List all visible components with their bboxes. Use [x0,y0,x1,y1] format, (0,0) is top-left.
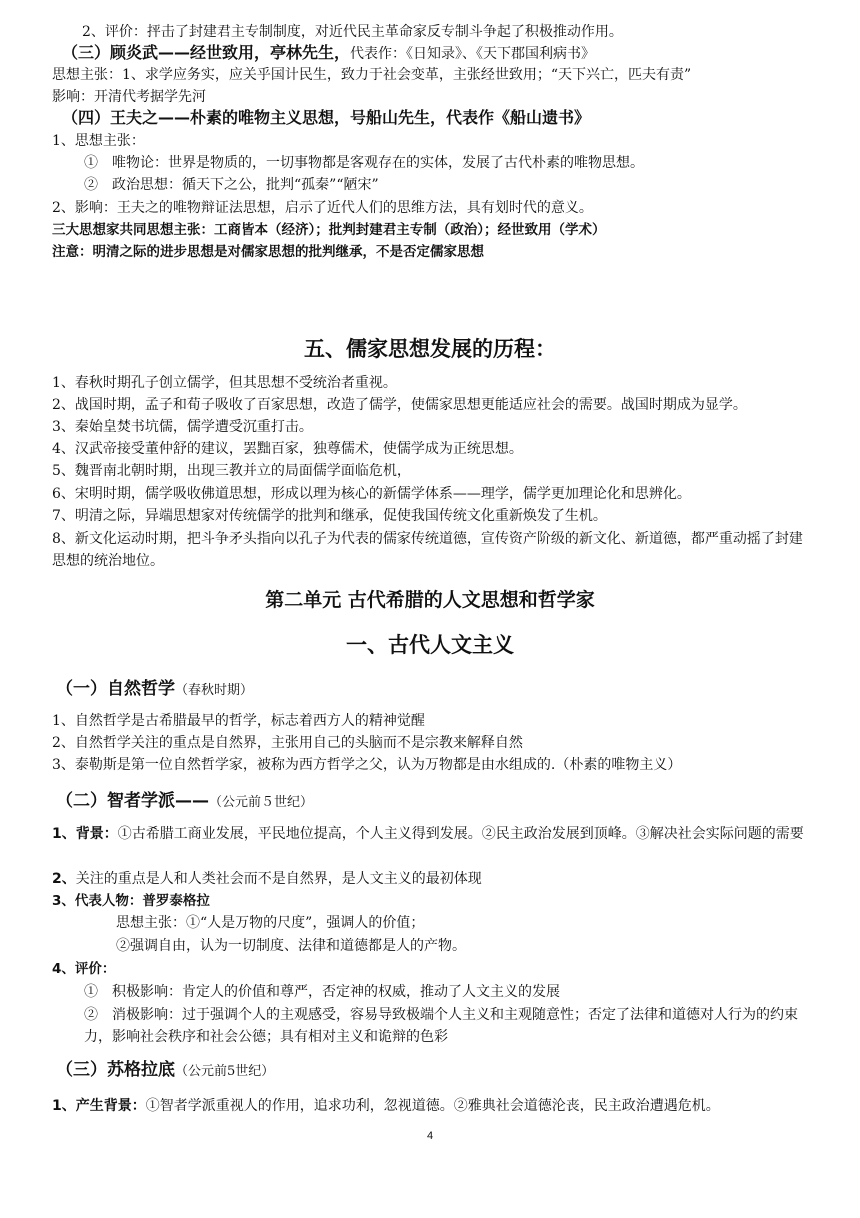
natural-philosophy-title: （一）自然哲学 [56,679,175,699]
gu-yanwu-heading-bold: （三）顾炎武——经世致用，亭林先生， [62,43,351,62]
sophists-title: （二）智者学派—— [56,791,209,811]
natural-philosophy-note: （春秋时期） [175,683,254,698]
page-number: 4 [426,1130,434,1142]
wang-influence: 2、影响：王夫之的唯物辩证法思想，启示了近代人们的思维方法，具有划时代的意义。 [52,200,593,216]
section5-title: 五、儒家思想发展的历程： [304,337,556,361]
socrates-background-text: ①智者学派重视人的作用，追求功利，忽视道德。②雅典社会道德沦丧，民主政治遭遇危机。 [145,1098,720,1114]
socrates-note: （公元前5世纪） [175,1064,275,1079]
socrates-background-label: 1、产生背景： [52,1098,146,1114]
natural-philosophy-item: 3、泰勒斯是第一位自然哲学家，被称为西方哲学之父，认为万物都是由水组成的.（朴素的唯物主义） [52,757,682,773]
sophists-focus-text: 关注的重点是人和人类社会而不是自然界，是人文主义的最初体现 [75,871,482,887]
evaluation-line: 2、评价：抨击了封建君主专制制度，对近代民主革命家反专制斗争起了积极推动作用。 [82,24,623,40]
sophists-heading [56,791,816,813]
socrates-heading [56,1060,816,1082]
wang-politics: ② 政治思想：循天下之公，批判“孤秦”“陋宋” [84,177,379,193]
section5-item: 2、战国时期，孟子和荀子吸收了百家思想，改造了儒学，使儒家思想更能适应社会的需要。战国时期成为显学。 [52,397,747,413]
gu-yanwu-works: 代表作：《日知录》、《天下郡国利病书》 [350,46,596,62]
sophists-negative: ② 消极影响：过于强调个人的主观感受，容易导致极端个人主义和主观随意性；否定了法律和道德对人行为的约束力，影响社会秩序和社会公德；具有相对主义和诡辩的色彩 [84,1007,798,1045]
sophists-background [52,823,812,845]
sophists-background-label: 1、背景： [52,826,118,842]
natural-philosophy-item: 2、自然哲学关注的重点是自然界，主张用自己的头脑而不是宗教来解释自然 [52,735,523,751]
wang-fuzhi-heading: （四）王夫之——朴素的唯物主义思想，号船山先生，代表作《船山遗书》 [62,108,591,127]
sophists-background-text: ①古希腊工商业发展，平民地位提高，个人主义得到发展。②民主政治发展到顶峰。③解决社会实际问题的需要 [117,826,804,842]
section5-item: 7、明清之际，异端思想家对传统儒学的批判和继承，促使我国传统文化重新焕发了生机。 [52,508,607,524]
gu-yanwu-heading [62,43,822,64]
section5-item: 8、新文化运动时期，把斗争矛头指向以孔子为代表的儒家传统道德，宣传资产阶级的新文化、新道德，都严重动摇了封建思想的统治地位。 [52,531,803,569]
section5-item: 3、秦始皇焚书坑儒，儒学遭受沉重打击。 [52,419,313,435]
unit2-subtitle: 一、古代人文主义 [346,633,514,657]
sophists-evaluation-label: 4、评价： [52,961,116,977]
gu-yanwu-idea: 思想主张：1、求学应务实，应关乎国计民生，致力于社会变革，主张经世致用；“天下兴亡，匹夫有责” [52,67,692,83]
unit2-title: 第二单元 古代希腊的人文思想和哲学家 [265,589,595,611]
natural-philosophy-item: 1、自然哲学是古希腊最早的哲学，标志着西方人的精神觉醒 [52,713,425,729]
gu-yanwu-influence: 影响：开清代考据学先河 [52,89,206,105]
section5-item: 1、春秋时期孔子创立儒学，但其思想不受统治者重视。 [52,375,397,391]
socrates-title: （三）苏格拉底 [56,1060,175,1080]
note-line: 注意：明清之际的进步思想是对儒家思想的批判继承，不是否定儒家思想 [52,244,484,260]
natural-philosophy-heading [56,679,816,701]
section5-item: 4、汉武帝接受董仲舒的建议，罢黜百家，独尊儒术，使儒学成为正统思想。 [52,441,523,457]
protagoras-idea-2: ②强调自由，认为一切制度、法律和道德都是人的产物。 [116,938,466,954]
sophists-focus-number: 2、 [52,871,76,887]
three-thinkers-summary: 三大思想家共同思想主张：工商皆本（经济）；批判封建君主专制（政治）；经世致用（学术） [52,222,606,238]
sophists-representative: 3、代表人物：普罗泰格拉 [52,893,210,909]
sophists-positive: ① 积极影响：肯定人的价值和尊严，否定神的权威，推动了人文主义的发展 [84,984,560,1000]
section5-item: 5、魏晋南北朝时期，出现三教并立的局面儒学面临危机， [52,463,411,479]
section5-item: 6、宋明时期，儒学吸收佛道思想，形成以理为核心的新儒学体系——理学，儒学更加理论化和思辨化。 [52,486,691,502]
wang-materialism: ① 唯物论：世界是物质的，一切事物都是客观存在的实体，发展了古代朴素的唯物思想。 [84,155,644,171]
socrates-background [52,1096,812,1116]
protagoras-idea-1: 思想主张：①“人是万物的尺度”，强调人的价值； [116,915,425,931]
wang-idea-label: 1、思想主张： [52,133,145,149]
sophists-note: （公元前５世纪） [209,795,314,810]
sophists-focus [52,869,812,889]
